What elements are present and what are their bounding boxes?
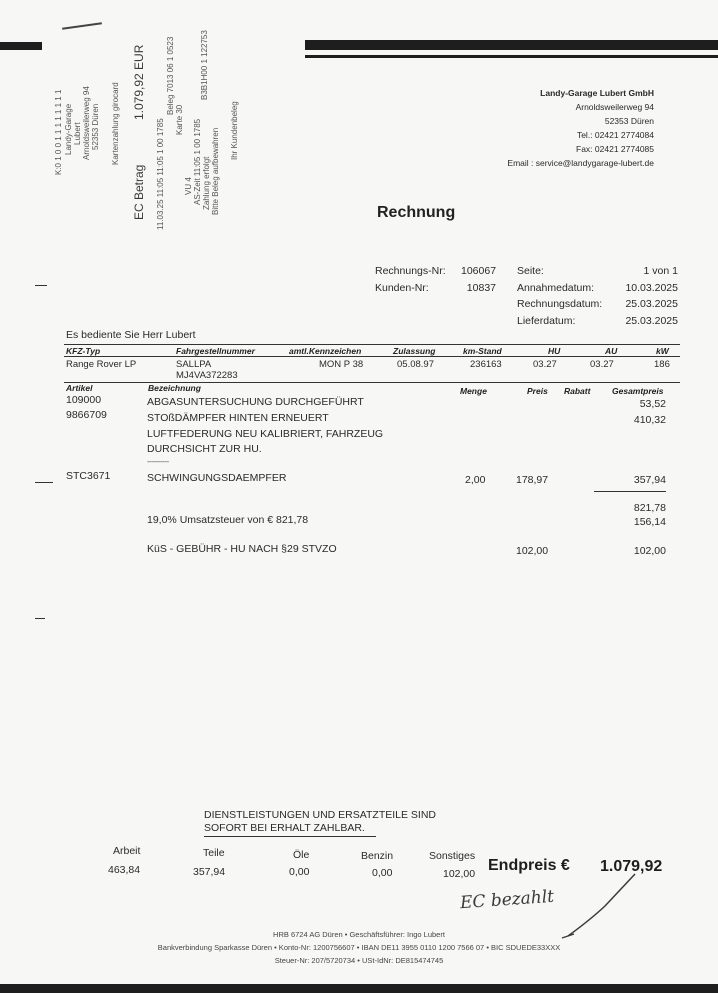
receipt-amount: 1.079,92 EUR (132, 44, 146, 120)
vehicle-header-type: KFZ-Typ (66, 346, 101, 356)
receipt-detail: Bitte Beleg aufbewahren (211, 127, 220, 215)
vat-amount: 156,14 (633, 516, 666, 528)
items-header-article: Artikel (66, 383, 93, 393)
page-label: Seite: (517, 265, 544, 277)
footer-tax: Steuer-Nr: 207/5720734 • USt-IdNr: DE815474745 (274, 956, 444, 965)
item-article: STC3671 (66, 470, 111, 482)
vehicle-vin-1: SALLPA (176, 359, 212, 370)
receipt-detail: 11.03.25 11:05 11:05 1 00 1785 (156, 118, 165, 230)
summary-value-fuel: 0,00 (372, 867, 393, 879)
summary-label-other: Sonstiges (429, 850, 476, 862)
top-bar-left (0, 42, 42, 50)
invoice-no-label: Rechnungs-Nr: (375, 265, 446, 277)
vehicle-au: 03.27 (590, 359, 614, 370)
page-title: Rechnung (377, 204, 456, 221)
invoice-date-label: Rechnungsdatum: (517, 298, 603, 310)
vehicle-plate: MON P 38 (319, 359, 364, 370)
page-number: 1 von 1 (643, 265, 678, 277)
item-description: LUFTFEDERUNG NEU KALIBRIERT, FAHRZEUG (147, 428, 384, 440)
delivery-date-label: Lieferdatum: (517, 315, 576, 327)
vehicle-km: 236163 (470, 359, 502, 370)
served-by: Es bediente Sie Herr Lubert (66, 329, 196, 341)
company-street: Arnoldsweilerweg 94 (575, 102, 654, 112)
vehicle-kw: 186 (654, 359, 670, 370)
customer-no: 10837 (466, 282, 496, 294)
vehicle-header-au: AU (605, 346, 618, 356)
receipt-line: Kartenzahlung girocard (111, 82, 120, 165)
receipt-line: K:0 1 0 0 1 1 1 1 1 1 1 1 (54, 89, 63, 175)
margin-mark-3 (35, 618, 45, 619)
footer-bank: Bankverbindung Sparkasse Düren • Konto-Nr: 1200756607 • IBAN DE11 3955 0110 1200 7566 07 • BIC SDUEDE33XXX (157, 943, 561, 952)
subtotal: 821,78 (633, 502, 666, 514)
vehicle-header-hu: HU (548, 346, 561, 356)
receipt-line: Landy-Garage (64, 103, 73, 155)
receipt-detail: B3B1H00 1 122753 (200, 30, 209, 100)
receipt-detail: Zahlung erfolgt (202, 156, 211, 210)
receipt-line: Arnoldsweilerweg 94 (82, 86, 91, 160)
company-fax: Fax: 02421 2774085 (576, 144, 654, 154)
summary-label-oils: Öle (293, 849, 310, 861)
vehicle-header-kw: kW (656, 346, 669, 356)
item-description: ABGASUNTERSUCHUNG DURCHGEFÜHRT (147, 396, 364, 408)
summary-value-parts: 357,94 (193, 866, 226, 878)
margin-mark-2 (35, 482, 53, 483)
vehicle-header-vin: Fahrgestellnummer (176, 346, 255, 356)
fee-price: 102,00 (516, 545, 549, 557)
summary-value-other: 102,00 (443, 868, 476, 880)
item-total: 53,52 (639, 398, 666, 410)
company-email: Email : service@landygarage-lubert.de (507, 158, 654, 168)
fee-label: KüS - GEBÜHR - HU NACH §29 STVZO (147, 543, 337, 555)
invoice-no: 106067 (461, 265, 497, 277)
receipt-detail: VU 4 (184, 177, 193, 195)
vehicle-registration: 05.08.97 (397, 359, 434, 370)
summary-label-labor: Arbeit (113, 845, 141, 857)
item-description: STOßDÄMPFER HINTEN ERNEUERT (147, 412, 329, 424)
summary-label-parts: Teile (203, 847, 225, 859)
items-header-total: Gesamtpreis (612, 386, 664, 396)
delivery-date: 25.03.2025 (625, 315, 678, 327)
vat-label: 19,0% Umsatzsteuer von € 821,78 (147, 514, 309, 526)
item-total: 357,94 (633, 474, 666, 486)
receipt-detail: Beleg 7013 06 1 0523 (166, 36, 175, 115)
receipt-line: Lubert (73, 122, 82, 145)
customer-no-label: Kunden-Nr: (375, 282, 429, 294)
receipt-pen-stroke (62, 22, 102, 30)
items-header-description: Bezeichnung (148, 383, 201, 393)
top-bar-right (305, 40, 718, 50)
receipt-amount-label: EC Betrag (132, 164, 146, 220)
items-header-quantity: Menge (460, 386, 487, 396)
summary-value-labor: 463,84 (108, 864, 141, 876)
company-name: Landy-Garage Lubert GmbH (540, 88, 654, 98)
company-tel: Tel.: 02421 2774084 (576, 130, 654, 140)
receipt-detail: Karte 30 (175, 104, 184, 135)
invoice-date: 25.03.2025 (625, 298, 678, 310)
vehicle-table-rule (64, 344, 680, 345)
items-header-price: Preis (527, 386, 548, 396)
item-description: SCHWINGUNGSDAEMPFER (147, 472, 287, 484)
final-price-value: 1.079,92 (600, 858, 663, 875)
vehicle-header-registration: Zulassung (393, 346, 436, 356)
item-quantity: 2,00 (465, 474, 486, 486)
bottom-bar (0, 984, 718, 993)
accept-date-label: Annahmedatum: (517, 282, 595, 294)
handwritten-note: EC bezahlt (459, 886, 555, 914)
notice-rule (204, 836, 376, 837)
vehicle-header-km: km-Stand (463, 346, 502, 356)
item-separator: ---------- (147, 457, 169, 466)
payment-notice: SOFORT BEI ERHALT ZAHLBAR. (204, 822, 365, 834)
vehicle-hu: 03.27 (533, 359, 557, 370)
receipt-line: 52353 Düren (91, 103, 100, 150)
card-receipt (40, 5, 250, 235)
fee-total: 102,00 (633, 545, 666, 557)
final-price-label: Endpreis € (488, 857, 570, 874)
receipt-detail: AS-Zeit 11:05 1 00 1785 (193, 118, 202, 205)
item-article: 9866709 (66, 409, 107, 421)
company-city: 52353 Düren (604, 116, 654, 126)
payment-notice: DIENSTLEISTUNGEN UND ERSATZTEILE SIND (204, 809, 437, 821)
item-total: 410,32 (633, 414, 666, 426)
margin-mark-1 (35, 285, 47, 286)
summary-label-fuel: Benzin (361, 850, 394, 862)
item-price: 178,97 (516, 474, 549, 486)
item-article: 109000 (66, 394, 102, 406)
total-rule (594, 491, 666, 492)
vehicle-header-rule (64, 356, 680, 357)
summary-value-oils: 0,00 (289, 866, 310, 878)
item-description: DURCHSICHT ZUR HU. (147, 443, 262, 455)
receipt-detail: Ihr Kundenbeleg (230, 101, 239, 160)
vehicle-type: Range Rover LP (66, 359, 137, 370)
vehicle-header-plate: amtl.Kennzeichen (289, 346, 362, 356)
items-header-discount: Rabatt (564, 386, 591, 396)
top-bar-right-thin (305, 55, 718, 58)
footer-company: HRB 6724 AG Düren • Geschäftsführer: Ingo Lubert (273, 930, 445, 939)
vehicle-vin-2: MJ4VA372283 (176, 370, 238, 381)
accept-date: 10.03.2025 (625, 282, 678, 294)
